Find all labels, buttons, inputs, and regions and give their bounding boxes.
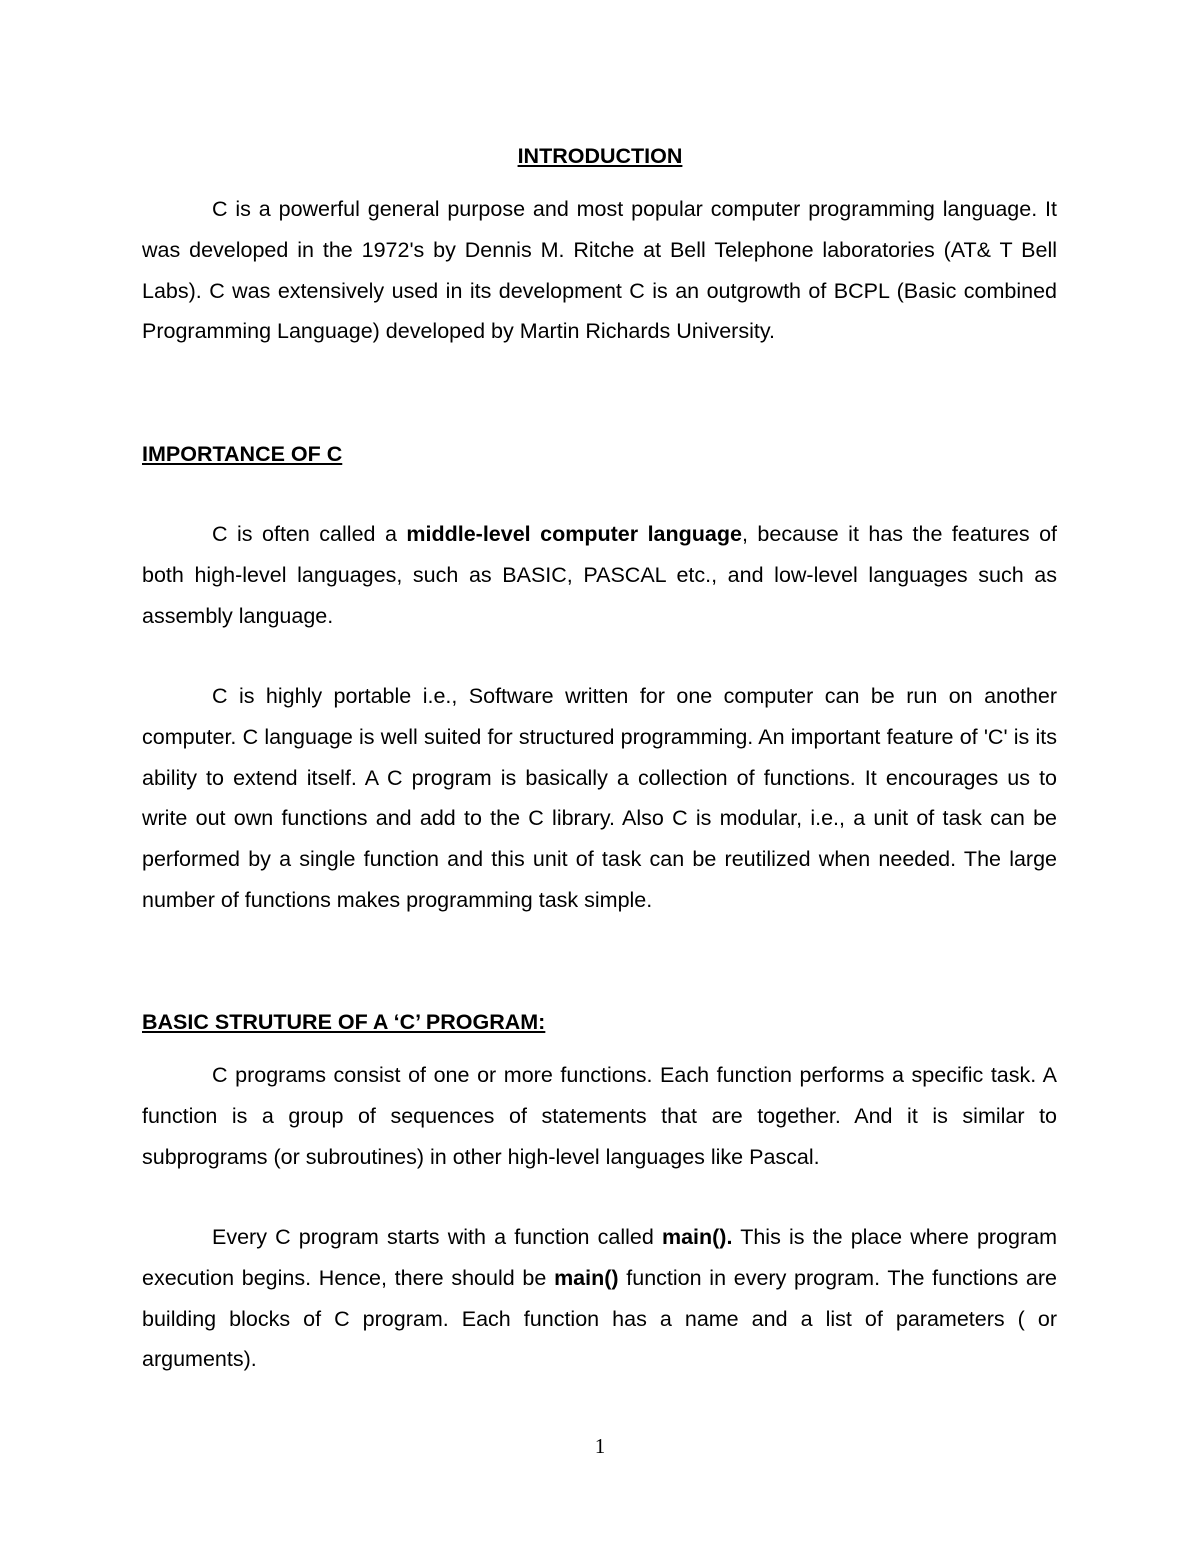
importance-paragraph-1	[142, 514, 1057, 636]
structure-paragraph-1: C programs consist of one or more functions. Each function performs a specific task. A function is a group of sequences of statements that are together. And it is similar to subprograms (or subroutines) in other high-level languages like Pascal.	[142, 1063, 1057, 1169]
importance-heading: IMPORTANCE OF C	[142, 442, 343, 466]
middle-level-term: middle-level computer language	[406, 522, 742, 546]
structure-p2-text-a: Every C program starts with a function called	[212, 1225, 662, 1249]
structure-heading: BASIC STRUTURE OF A ‘C’ PROGRAM:	[142, 1010, 546, 1034]
structure-p2-text-b: This is the place where program execution begins. Hence, there should be	[142, 1225, 1058, 1290]
structure-paragraph-2	[142, 1217, 1057, 1380]
importance-p1-text-end: , because it has the features of both high-level languages, such as BASIC, PASCAL etc., and low-level languages such as assembly language.	[142, 522, 1057, 628]
importance-p1-text-start: C is often called a	[212, 522, 407, 546]
structure-p2-text-c: function in every program. The functions are building blocks of C program. Each function has a name and a list of parameters ( or arguments).	[142, 1265, 1057, 1372]
intro-paragraph: C is a powerful general purpose and most popular computer programming language. It was developed in the 1972's by Dennis M. Ritche at Bell Telephone laboratories (AT& T Bell Labs). C was extensively used in its development C is an outgrowth of BCPL (Basic combined Programming Language) developed by Martin Richards University.	[142, 197, 1057, 344]
page-title: INTRODUCTION	[517, 144, 683, 168]
main-function-term: main().	[661, 1225, 733, 1249]
importance-paragraph-2: C is highly portable i.e., Software written for one computer can be run on another computer. C language is well suited for structured programming. An important feature of 'C' is its ability to extend itself. A C program is basically a collection of functions. It encourages us to write out own functions and add to the C library. Also C is modular, i.e., a unit of task can be performed by a single function and this unit of task can be reutilized when needed. The large number of functions makes programming task simple.	[142, 684, 1057, 912]
main-function-term-2: main()	[554, 1265, 619, 1290]
page-number: 1	[594, 1434, 606, 1458]
